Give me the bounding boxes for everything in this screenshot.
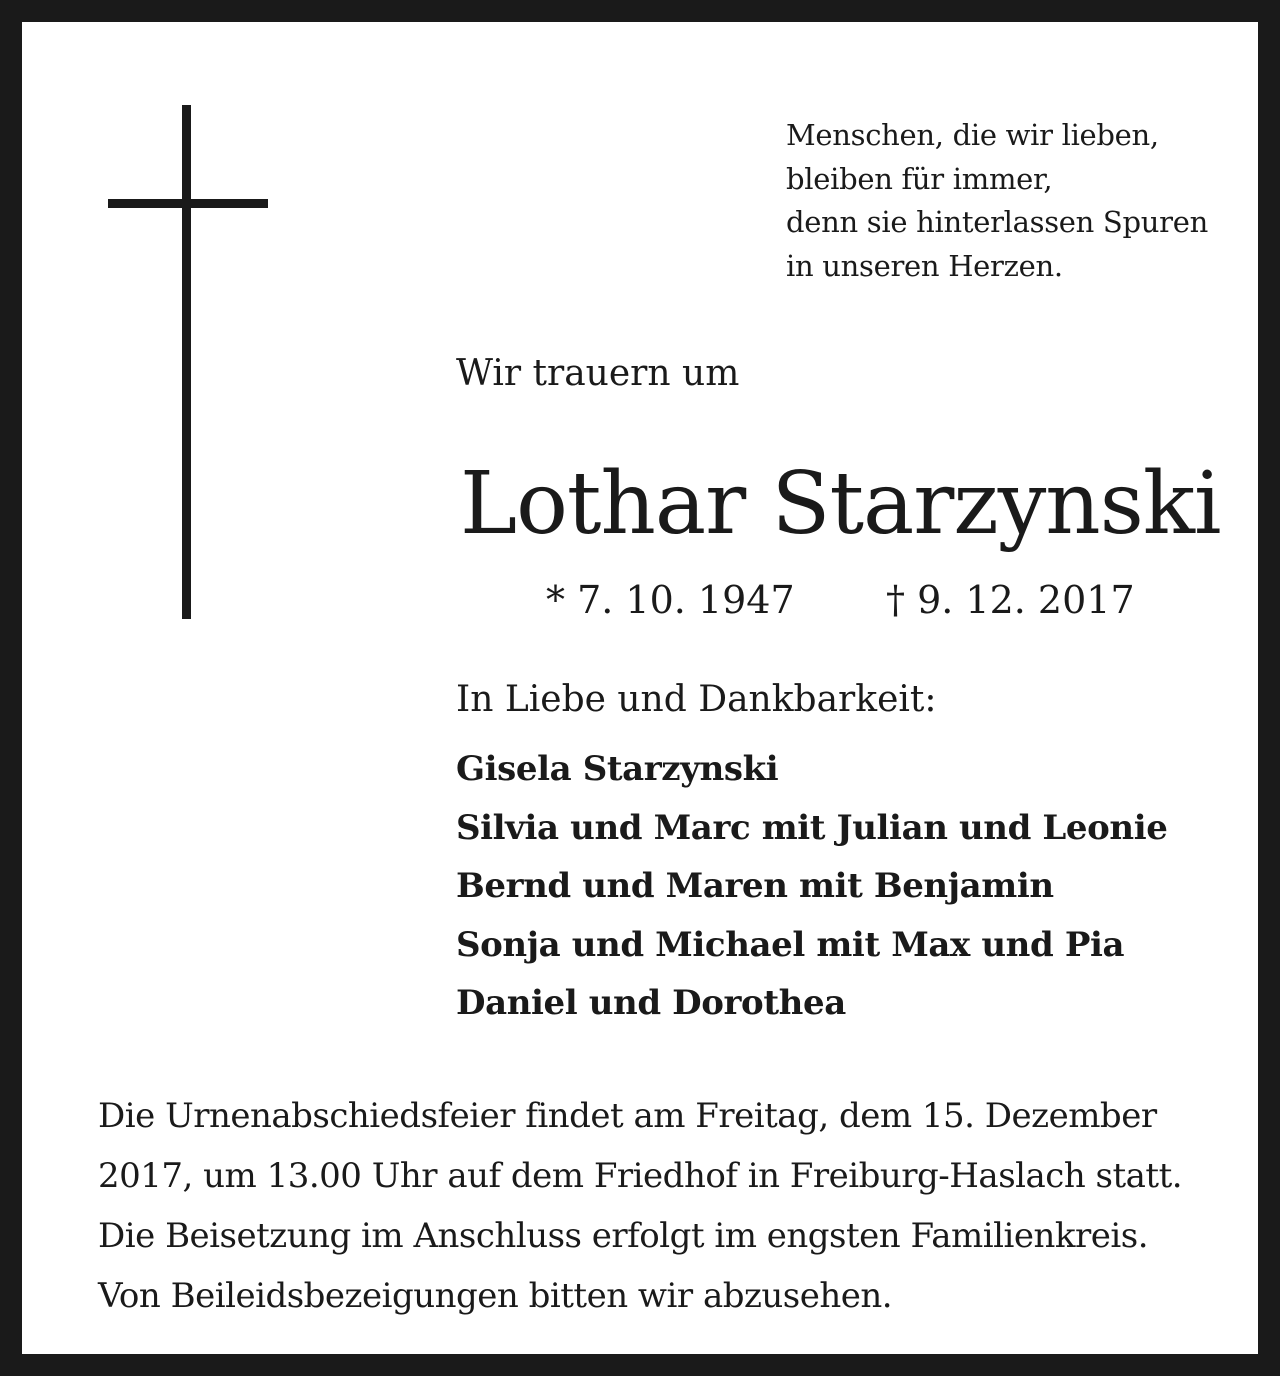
notice-line: Die Urnenabschiedsfeier findet am Freitag, dem 15. Dezember — [98, 1096, 1157, 1136]
mourner-line: Gisela Starzynski — [456, 749, 779, 789]
death-date: † 9. 12. 2017 — [886, 578, 1135, 622]
birth-date: * 7. 10. 1947 — [546, 578, 795, 622]
mourner-line: Sonja und Michael mit Max und Pia — [456, 924, 1125, 965]
notice-line: 2017, um 13.00 Uhr auf dem Friedhof in Freiburg-Haslach statt. — [98, 1156, 1183, 1196]
notice-line: Die Beisetzung im Anschluss erfolgt im engsten Familienkreis. — [98, 1216, 1149, 1256]
dedication-text: In Liebe und Dankbarkeit: — [456, 679, 937, 720]
deceased-name: Lothar Starzynski — [460, 454, 1221, 554]
ceremony-notice — [98, 1086, 1238, 1326]
quote-line: in unseren Herzen. — [786, 248, 1063, 283]
mourner-line: Bernd und Maren mit Benjamin — [456, 866, 1054, 906]
cross-icon-horizontal — [108, 199, 268, 208]
cross-icon-vertical — [182, 105, 191, 619]
intro-text: Wir trauern um — [456, 353, 740, 394]
memorial-quote — [786, 114, 1256, 288]
quote-line: Menschen, die wir lieben, — [786, 118, 1159, 152]
mourner-line: Daniel und Dorothea — [456, 983, 846, 1023]
quote-line: bleiben für immer, — [786, 161, 1053, 196]
quote-line: denn sie hinterlassen Spuren — [786, 205, 1208, 239]
notice-line: Von Beileidsbezeigungen bitten wir abzusehen. — [98, 1276, 893, 1316]
mourner-line: Silvia und Marc mit Julian und Leonie — [456, 807, 1168, 848]
mourners-list — [456, 740, 1168, 1033]
